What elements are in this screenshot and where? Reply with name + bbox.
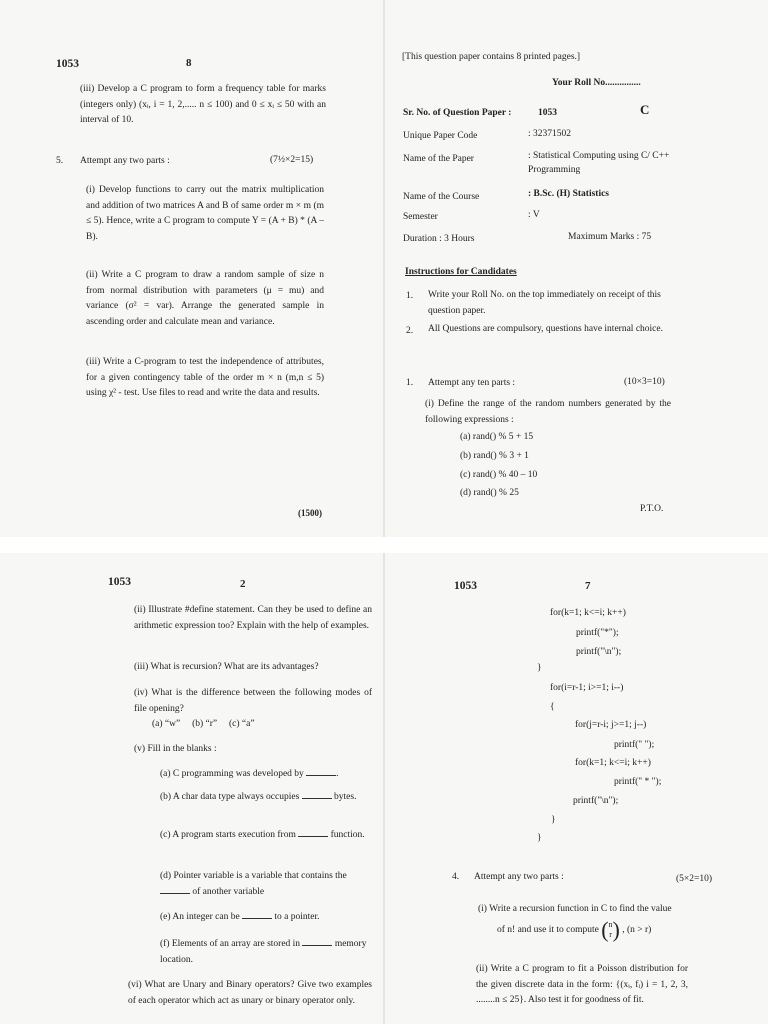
question-1-v: (v) Fill in the blanks : (134, 744, 217, 754)
maximum-marks: Maximum Marks : 75 (568, 232, 652, 242)
question-1-marks: (10×3=10) (624, 377, 665, 387)
blank-b-end: bytes. (334, 792, 357, 802)
question-5-iii: (iii) Write a C-program to test the independence of attributes, for a given contingency table of the order m × n (m,n ≤ 5) using χ² - test. Use files to read and write the data and results. (86, 357, 324, 398)
semester-label: Semester (403, 212, 438, 222)
pto-text: P.T.O. (640, 504, 664, 514)
question-5-marks: (7½×2=15) (270, 155, 314, 165)
blank-c-line (298, 828, 328, 837)
paper-code-value: : 32371502 (528, 129, 572, 139)
question-4-ii: (ii) Write a C program to fit a Poisson distribution for the given discrete data in the form: {(xᵢ, fᵢ) i = 1, 2, 3, ........n ≤ 25}. Also test it for goodness of fit. (476, 964, 688, 1005)
code-line-1: for(k=1; k<=i; k++) (550, 608, 626, 618)
sr-no-value: 1053 (538, 108, 557, 118)
fold-bottom (383, 553, 385, 1024)
expression-c: (c) rand() % 40 – 10 (460, 470, 538, 480)
blank-a (160, 767, 339, 783)
paper-code: 1053 (454, 580, 477, 592)
paper-code-label: Unique Paper Code (403, 131, 478, 141)
copies-count: (1500) (298, 508, 322, 518)
blank-a-text: (a) C programming was developed by (160, 769, 304, 779)
instruction-2: All Questions are compulsory, questions have internal choice. (428, 324, 663, 334)
sr-no-label: Sr. No. of Question Paper : (403, 108, 512, 118)
blank-d-line (160, 885, 190, 894)
code-line-13: } (537, 833, 542, 843)
page-number: 2 (240, 578, 246, 590)
expression-b: (b) rand() % 3 + 1 (460, 451, 529, 461)
expression-d: (d) rand() % 25 (460, 488, 519, 498)
code-line-10: printf(" * "); (614, 777, 662, 787)
question-1-number: 1. (406, 378, 414, 388)
question-4-i-line2 (497, 919, 651, 941)
course-name-label: Name of the Course (403, 192, 480, 202)
binomial-top: n (608, 920, 613, 929)
instructions-title: Instructions for Candidates (405, 267, 517, 277)
code-line-3: printf("\n"); (576, 647, 622, 657)
paper-name-label: Name of the Paper (403, 154, 474, 164)
code-line-9: for(k=1; k<=i; k++) (575, 758, 651, 768)
roll-number-label: Your Roll No............... (552, 78, 641, 88)
question-4-i-condition: , (n > r) (622, 925, 652, 936)
code-line-5: for(i=r-1; i>=1; i--) (550, 683, 624, 693)
question-4-number: 4. (452, 872, 460, 882)
blank-f (160, 937, 374, 968)
question-5-ii: (ii) Write a C program to draw a random sample of size n from normal distribution with parameters (μ = mu) and variance (σ² = var). Arrange the generated sample in ascending order and calculate mean and variance. (86, 270, 324, 327)
blank-e (160, 910, 320, 926)
blank-e-text: (e) An integer can be (160, 912, 240, 922)
blank-b-line (302, 790, 332, 799)
code-line-7: for(j=r-i; j>=1; j--) (575, 720, 647, 730)
binomial-bottom: r (609, 930, 612, 939)
instruction-1-number: 1. (406, 291, 414, 301)
semester-value: : V (528, 210, 540, 220)
blank-b (160, 790, 374, 806)
blank-d-end: of another variable (192, 886, 265, 897)
code-line-2: printf("*"); (576, 628, 619, 638)
question-4-i-text: of n! and use it to compute (497, 925, 599, 936)
question-1-iii: (iii) What is recursion? What are its advantages? (134, 662, 319, 672)
page-number: 8 (186, 57, 192, 69)
duration-text: Duration : 3 Hours (403, 234, 475, 244)
page-number: 7 (585, 580, 591, 592)
instruction-2-number: 2. (406, 326, 414, 336)
blank-c (160, 828, 374, 844)
paper-name-value: : Statistical Computing using C/ C++ Programming (528, 151, 670, 175)
instruction-1: Write your Roll No. on the top immediately on receipt of this question paper. (428, 290, 661, 316)
blank-b-text: (b) A char data type always occupies (160, 792, 300, 802)
blank-c-end: function. (330, 830, 365, 840)
code-line-4: } (537, 663, 542, 673)
blank-e-end: to a pointer. (274, 912, 320, 922)
question-5-instruction: Attempt any two parts : (80, 156, 170, 166)
blank-f-text: (f) Elements of an array are stored in (160, 939, 301, 949)
code-line-12: } (551, 815, 556, 825)
question-1-ii: (ii) Illustrate #define statement. Can they be used to define an arithmetic expression too? Explain with the help of examples. (134, 605, 372, 631)
question-1-i: (i) Define the range of the random numbers generated by the following expressions : (425, 399, 671, 425)
question-5-number: 5. (56, 156, 64, 166)
code-line-8: printf(" "); (614, 740, 655, 750)
question-4-iii: (iii) Develop a C program to form a frequency table for marks (integers only) (xᵢ, i = 1, 2,..... n ≤ 100) and 0 ≤ xᵢ ≤ 50 with an interval of 10. (80, 84, 326, 125)
question-1-vi: (vi) What are Unary and Binary operators? Give two examples of each operator which act as unary or binary operator only. (128, 980, 372, 1006)
blank-d (160, 869, 374, 900)
page-gap (0, 537, 768, 553)
question-4-marks: (5×2=10) (676, 874, 713, 884)
course-name-value: : B.Sc. (H) Statistics (528, 189, 610, 199)
fold-top (383, 0, 385, 537)
paper-code: 1053 (108, 576, 131, 588)
question-1-iv: (iv) What is the difference between the following modes of file opening? (134, 688, 372, 714)
binomial-left-paren: ( (601, 917, 609, 942)
file-modes: (a) “w” (b) “r” (c) “a” (152, 719, 255, 729)
question-1-instruction: Attempt any ten parts : (428, 378, 516, 388)
blank-f-end: memory location. (160, 939, 367, 965)
question-4-i-line1: (i) Write a recursion function in C to find the value (478, 904, 672, 914)
expression-a: (a) rand() % 5 + 15 (460, 432, 534, 442)
paper-header: [This question paper contains 8 printed pages.] (402, 52, 581, 62)
set-letter: C (640, 102, 650, 117)
blank-d-text: (d) Pointer variable is a variable that contains the (160, 871, 347, 881)
blank-c-text: (c) A program starts execution from (160, 830, 296, 840)
blank-f-line (302, 937, 332, 946)
paper-code: 1053 (56, 58, 79, 70)
question-5-i: (i) Develop functions to carry out the matrix multiplication and addition of two matrices A and B of same order m × m (m ≤ 5). Hence, write a C program to compute Y = (A + B) * (A – B). (86, 185, 324, 242)
code-line-11: printf("\n"); (573, 796, 619, 806)
code-line-6: { (550, 702, 555, 712)
page-7-sheet (384, 553, 768, 1024)
question-4-instruction: Attempt any two parts : (474, 872, 564, 882)
blank-a-end: . (336, 769, 339, 779)
blank-a-line (306, 767, 336, 776)
blank-e-line (242, 910, 272, 919)
binomial-right-paren: ) (612, 917, 620, 942)
